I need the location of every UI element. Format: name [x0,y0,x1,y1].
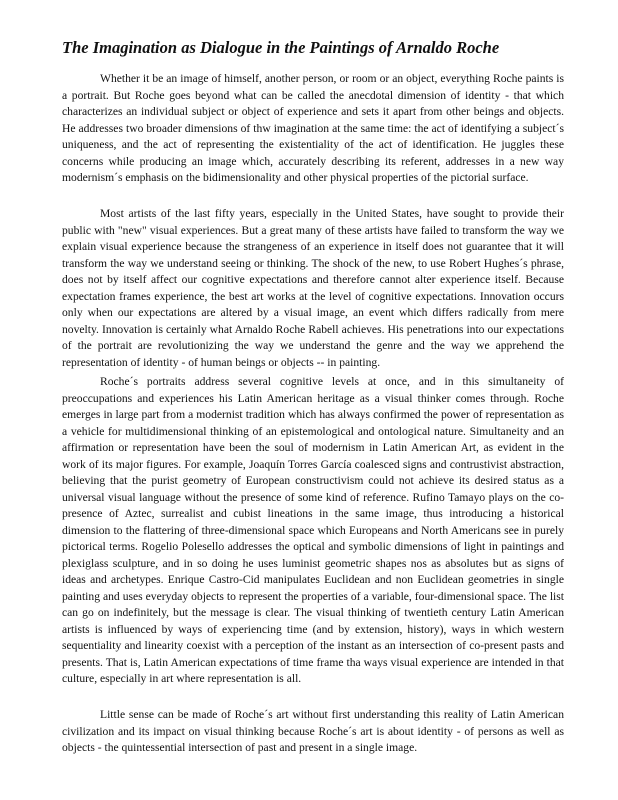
document-title: The Imagination as Dialogue in the Paintings of Arnaldo Roche [62,38,500,57]
paragraph-2: Most artists of the last fifty years, especially in the United States, have sought to provide their public with "new" visual experiences. But a great many of these artists have failed to transform the way we explain visual experience because the strangeness of an experience in itself does not guarantee that it will transform the way we understand seeing or thinking. The shock of the new, to use Robert Hughes´s phrase, does not by itself affect our cognitive expectations and therefore cannot alter experience itself. Because expectation frames experience, the best art works at the level of cognitive expectations. Innovation occurs only when our expectations are altered by a visual image, an event which differs radically from mere novelty. Innovation is certainly what Arnaldo Roche Rabell achieves. His penetrations into our expectations of the portrait are revolutionizing the way we understand the genre and the way we apprehend the representation of identity - of human beings or objects -- in painting. [62,207,564,369]
paragraph-3: Roche´s portraits address several cognitive levels at once, and in this simultaneity of preoccupations and experiences his Latin American heritage as a visual thinker comes through. Roche emerges in large part from a modernist tradition which has always confirmed the power of representation as a vehicle for multidimensional thinking of an epistemological and ontological nature. Simultaneity and an affirmation or representation have been the soul of modernism in Latin American Art, as evident in the work of its major figures. For example, Joaquín Torres García coalesced signs and contrustivist abstraction, believing that the purist geometry of European constructivism could not achieve its desired status as a universal visual language without the presence of some kind of reference. Rufino Tamayo plays on the co-presence of Aztec, surrealist and cubist lineations in the same image, thus introducing a historical dimension to the flattering of three-dimensional space which Europeans and North Americans see in purely pictorical terms. Rogelio Polesello addresses the optical and symbolic dimensions of light in paintings and plexiglass sculpture, and in so doing he uses luminist geometric shapes nos as absolutes but as signs of ideas and archetypes. Enrique Castro-Cid manipulates Euclidean and non Euclidean geometries in single painting and uses everyday objects to represent the properties of a variable, four-dimensional space. The list can go on indefinitely, but the message is clear. The visual thinking of twentieth century Latin American artists is influenced by ways of experiencing time (and by extension, history), ways in which western sequentiality and linearity coexist with a perception of the instant as an intersection of co-present pasts and presents. That is, Latin American expectations of time frame tha ways visual experience are intended in that culture, especially in art where representation is all. [62,375,564,685]
paragraph-1: Whether it be an image of himself, another person, or room or an object, everything Roche paints is a portrait. But Roche goes beyond what can be called the anecdotal dimension of identity - that which characterizes an individual subject or object of experience and sets it apart from other beings and objects. He addresses two broader dimensions of thw imagination at the same time: the act of identifying a subject´s uniqueness, and the act of representing the existentiality of the act of identification. He juggles these concerns while producing an image which, accurately describing its referent, addresses in a new way modernism´s emphasis on the bidimensionality and other physical properties of the pictorial surface. [62,72,564,184]
paragraph-4: Little sense can be made of Roche´s art without first understanding this reality of Latin American civilization and its impact on visual thinking because Roche´s art is about identity - of persons as well as objects - the quintessential intersection of past and present in a single image. [62,708,564,754]
